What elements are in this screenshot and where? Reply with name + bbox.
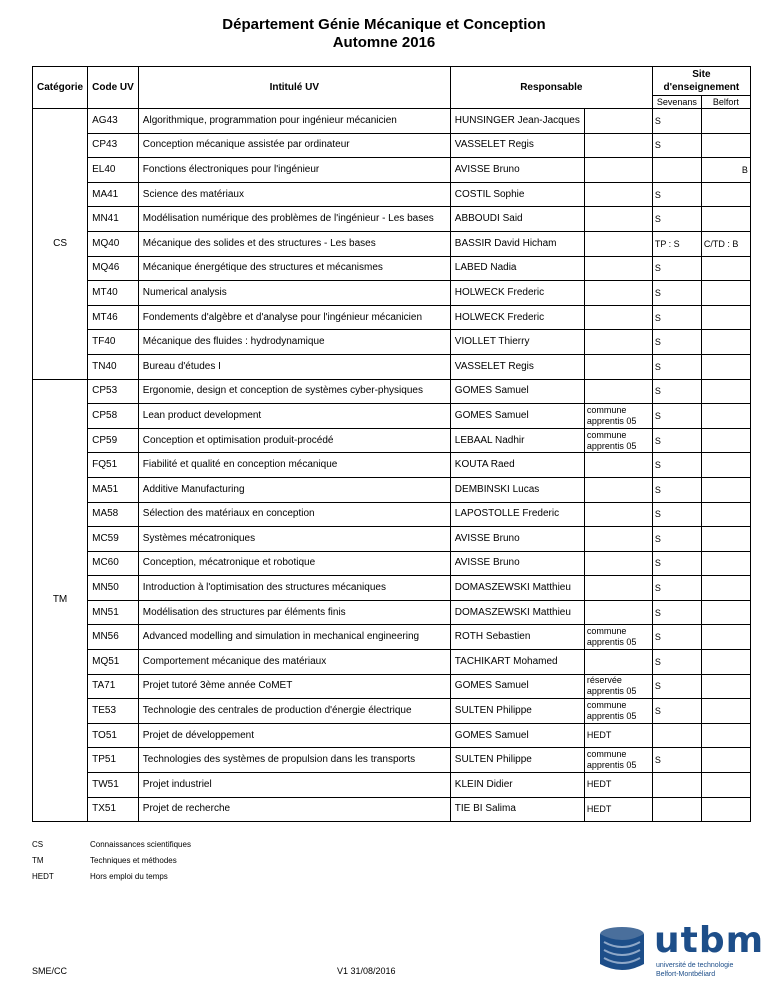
uv-note bbox=[584, 477, 652, 502]
uv-title: Projet tutoré 3ème année CoMET bbox=[138, 674, 450, 699]
uv-title: Advanced modelling and simulation in mechanical engineering bbox=[138, 625, 450, 650]
uv-note bbox=[584, 207, 652, 232]
site-belfort bbox=[701, 305, 750, 330]
uv-code: TW51 bbox=[88, 773, 139, 798]
uv-title: Conception mécanique assistée par ordinateur bbox=[138, 133, 450, 158]
site-sevenans: S bbox=[652, 748, 701, 773]
uv-title: Numerical analysis bbox=[138, 281, 450, 306]
uv-title: Projet de développement bbox=[138, 723, 450, 748]
uv-code: MA58 bbox=[88, 502, 139, 527]
footer-version: V1 31/08/2016 bbox=[337, 966, 396, 976]
uv-note: commune apprentis 05 bbox=[584, 699, 652, 724]
site-sevenans: S bbox=[652, 502, 701, 527]
uv-code: FQ51 bbox=[88, 453, 139, 478]
site-belfort bbox=[701, 773, 750, 798]
page-subtitle: Automne 2016 bbox=[332, 34, 436, 51]
footer-left: SME/CC bbox=[32, 966, 68, 976]
site-sevenans: S bbox=[652, 527, 701, 552]
uv-code: CP43 bbox=[88, 133, 139, 158]
uv-title: Ergonomie, design et conception de systèmes cyber-physiques bbox=[138, 379, 450, 404]
site-belfort bbox=[701, 330, 750, 355]
site-sevenans: S bbox=[652, 133, 701, 158]
uv-note bbox=[584, 354, 652, 379]
uv-title: Systèmes mécatroniques bbox=[138, 527, 450, 552]
legend-item bbox=[32, 840, 191, 849]
uv-code: TO51 bbox=[88, 723, 139, 748]
uv-code: MC60 bbox=[88, 551, 139, 576]
site-belfort bbox=[701, 379, 750, 404]
site-sevenans: S bbox=[652, 379, 701, 404]
logo-subtitle-2: Belfort-Montbéliard bbox=[656, 971, 716, 978]
legend-abbr: HEDT bbox=[32, 872, 54, 881]
site-belfort bbox=[701, 723, 750, 748]
uv-responsable: COSTIL Sophie bbox=[450, 182, 584, 207]
uv-note bbox=[584, 305, 652, 330]
uv-responsable: LEBAAL Nadhir bbox=[450, 428, 584, 453]
uv-note bbox=[584, 600, 652, 625]
table-row bbox=[33, 650, 751, 675]
site-belfort bbox=[701, 748, 750, 773]
site-belfort bbox=[701, 527, 750, 552]
uv-title: Technologie des centrales de production d'énergie électrique bbox=[138, 699, 450, 724]
uv-code: MT46 bbox=[88, 305, 139, 330]
uv-title: Mécanique des fluides : hydrodynamique bbox=[138, 330, 450, 355]
uv-responsable: GOMES Samuel bbox=[450, 723, 584, 748]
legend-item bbox=[32, 872, 168, 881]
uv-note bbox=[584, 133, 652, 158]
uv-responsable: VASSELET Regis bbox=[450, 354, 584, 379]
table-row bbox=[33, 527, 751, 552]
site-belfort bbox=[701, 182, 750, 207]
uv-table bbox=[32, 66, 751, 822]
legend-item bbox=[32, 856, 177, 865]
site-sevenans: S bbox=[652, 428, 701, 453]
table-row bbox=[33, 576, 751, 601]
uv-responsable: VIOLLET Thierry bbox=[450, 330, 584, 355]
table-row bbox=[33, 109, 751, 134]
page-title: Département Génie Mécanique et Conception bbox=[222, 16, 546, 33]
uv-note: HEDT bbox=[584, 723, 652, 748]
uv-note bbox=[584, 182, 652, 207]
uv-note bbox=[584, 256, 652, 281]
uv-title: Introduction à l'optimisation des structures mécaniques bbox=[138, 576, 450, 601]
uv-title: Projet industriel bbox=[138, 773, 450, 798]
uv-note bbox=[584, 453, 652, 478]
site-sevenans: S bbox=[652, 650, 701, 675]
uv-responsable: SULTEN Philippe bbox=[450, 699, 584, 724]
site-sevenans: S bbox=[652, 477, 701, 502]
uv-note: commune apprentis 05 bbox=[584, 428, 652, 453]
uv-code: MN50 bbox=[88, 576, 139, 601]
legend-abbr: TM bbox=[32, 856, 44, 865]
header-site-line1: Site bbox=[692, 69, 711, 80]
site-belfort bbox=[701, 428, 750, 453]
header-site-line2: d'enseignement bbox=[663, 82, 740, 93]
legend-text: Techniques et méthodes bbox=[90, 856, 177, 865]
uv-title: Science des matériaux bbox=[138, 182, 450, 207]
site-sevenans bbox=[652, 723, 701, 748]
uv-code: MQ40 bbox=[88, 231, 139, 256]
uv-code: TA71 bbox=[88, 674, 139, 699]
table-row bbox=[33, 182, 751, 207]
uv-responsable: ROTH Sebastien bbox=[450, 625, 584, 650]
uv-title: Fonctions électroniques pour l'ingénieur bbox=[138, 158, 450, 183]
uv-responsable: HOLWECK Frederic bbox=[450, 281, 584, 306]
site-sevenans bbox=[652, 797, 701, 822]
uv-code: TE53 bbox=[88, 699, 139, 724]
uv-code: CP59 bbox=[88, 428, 139, 453]
uv-title: Fiabilité et qualité en conception mécanique bbox=[138, 453, 450, 478]
legend-text: Connaissances scientifiques bbox=[90, 840, 191, 849]
uv-code: MN56 bbox=[88, 625, 139, 650]
table-row bbox=[33, 330, 751, 355]
utbm-logo bbox=[594, 920, 765, 980]
uv-title: Modélisation numérique des problèmes de l'ingénieur - Les bases bbox=[138, 207, 450, 232]
uv-code: TN40 bbox=[88, 354, 139, 379]
uv-code: AG43 bbox=[88, 109, 139, 134]
uv-responsable: TACHIKART Mohamed bbox=[450, 650, 584, 675]
uv-responsable: BASSIR David Hicham bbox=[450, 231, 584, 256]
table-row bbox=[33, 502, 751, 527]
category-cell: TM bbox=[33, 379, 88, 822]
table-row bbox=[33, 699, 751, 724]
uv-responsable: DOMASZEWSKI Matthieu bbox=[450, 576, 584, 601]
header-intitule: Intitulé UV bbox=[138, 67, 450, 109]
site-sevenans: S bbox=[652, 281, 701, 306]
site-belfort bbox=[701, 650, 750, 675]
uv-code: MQ51 bbox=[88, 650, 139, 675]
uv-title: Projet de recherche bbox=[138, 797, 450, 822]
uv-responsable: AVISSE Bruno bbox=[450, 158, 584, 183]
uv-note bbox=[584, 650, 652, 675]
site-belfort bbox=[701, 404, 750, 429]
site-sevenans: S bbox=[652, 453, 701, 478]
uv-note bbox=[584, 576, 652, 601]
uv-note bbox=[584, 502, 652, 527]
site-sevenans: S bbox=[652, 404, 701, 429]
uv-title: Technologies des systèmes de propulsion dans les transports bbox=[138, 748, 450, 773]
site-belfort bbox=[701, 109, 750, 134]
header-sevenans: Sevenans bbox=[652, 96, 701, 109]
table-row bbox=[33, 281, 751, 306]
table-row bbox=[33, 158, 751, 183]
table-row bbox=[33, 231, 751, 256]
site-belfort bbox=[701, 453, 750, 478]
uv-title: Sélection des matériaux en conception bbox=[138, 502, 450, 527]
uv-title: Fondements d'algèbre et d'analyse pour l'ingénieur mécanicien bbox=[138, 305, 450, 330]
site-belfort bbox=[701, 281, 750, 306]
uv-code: CP58 bbox=[88, 404, 139, 429]
uv-title: Comportement mécanique des matériaux bbox=[138, 650, 450, 675]
header-responsable: Responsable bbox=[450, 67, 652, 109]
site-sevenans: S bbox=[652, 600, 701, 625]
site-belfort bbox=[701, 502, 750, 527]
uv-note: HEDT bbox=[584, 773, 652, 798]
uv-title: Conception, mécatronique et robotique bbox=[138, 551, 450, 576]
site-belfort: C/TD : B bbox=[701, 231, 750, 256]
table-row bbox=[33, 797, 751, 822]
site-sevenans: S bbox=[652, 576, 701, 601]
site-sevenans: S bbox=[652, 699, 701, 724]
uv-responsable: KLEIN Didier bbox=[450, 773, 584, 798]
table-row bbox=[33, 625, 751, 650]
site-sevenans: S bbox=[652, 182, 701, 207]
site-belfort bbox=[701, 477, 750, 502]
uv-responsable: GOMES Samuel bbox=[450, 404, 584, 429]
uv-note: commune apprentis 05 bbox=[584, 748, 652, 773]
uv-code: MN41 bbox=[88, 207, 139, 232]
uv-responsable: GOMES Samuel bbox=[450, 674, 584, 699]
uv-responsable: LABED Nadia bbox=[450, 256, 584, 281]
uv-note bbox=[584, 551, 652, 576]
site-belfort: B bbox=[701, 158, 750, 183]
header-categorie: Catégorie bbox=[33, 67, 88, 109]
table-row bbox=[33, 674, 751, 699]
legend-abbr: CS bbox=[32, 840, 44, 849]
table-row bbox=[33, 773, 751, 798]
uv-title: Mécanique des solides et des structures - Les bases bbox=[138, 231, 450, 256]
site-belfort bbox=[701, 576, 750, 601]
site-sevenans: S bbox=[652, 625, 701, 650]
uv-responsable: SULTEN Philippe bbox=[450, 748, 584, 773]
site-sevenans: S bbox=[652, 207, 701, 232]
table-row bbox=[33, 354, 751, 379]
site-belfort bbox=[701, 551, 750, 576]
site-belfort bbox=[701, 600, 750, 625]
uv-note bbox=[584, 527, 652, 552]
site-sevenans: S bbox=[652, 330, 701, 355]
uv-code: CP53 bbox=[88, 379, 139, 404]
site-sevenans: S bbox=[652, 109, 701, 134]
table-row bbox=[33, 207, 751, 232]
table-row bbox=[33, 404, 751, 429]
table-row bbox=[33, 256, 751, 281]
uv-responsable: TIE BI Salima bbox=[450, 797, 584, 822]
table-row bbox=[33, 379, 751, 404]
site-sevenans: S bbox=[652, 674, 701, 699]
site-sevenans: S bbox=[652, 354, 701, 379]
site-belfort bbox=[701, 797, 750, 822]
legend-text: Hors emploi du temps bbox=[90, 872, 168, 881]
logo-wordmark: utbm bbox=[654, 920, 765, 961]
uv-code: MC59 bbox=[88, 527, 139, 552]
table-row bbox=[33, 305, 751, 330]
uv-code: MQ46 bbox=[88, 256, 139, 281]
uv-title: Lean product development bbox=[138, 404, 450, 429]
uv-code: EL40 bbox=[88, 158, 139, 183]
uv-responsable: AVISSE Bruno bbox=[450, 551, 584, 576]
table-row bbox=[33, 551, 751, 576]
uv-code: TF40 bbox=[88, 330, 139, 355]
uv-note bbox=[584, 379, 652, 404]
site-belfort bbox=[701, 256, 750, 281]
uv-note: commune apprentis 05 bbox=[584, 404, 652, 429]
site-sevenans bbox=[652, 158, 701, 183]
uv-responsable: GOMES Samuel bbox=[450, 379, 584, 404]
table-row bbox=[33, 477, 751, 502]
table-row bbox=[33, 748, 751, 773]
site-belfort bbox=[701, 625, 750, 650]
header-code: Code UV bbox=[88, 67, 139, 109]
table-row bbox=[33, 723, 751, 748]
uv-code: MA41 bbox=[88, 182, 139, 207]
header-belfort: Belfort bbox=[701, 96, 750, 109]
uv-code: MA51 bbox=[88, 477, 139, 502]
uv-title: Conception et optimisation produit-procédé bbox=[138, 428, 450, 453]
site-belfort bbox=[701, 699, 750, 724]
table-row bbox=[33, 428, 751, 453]
table-row bbox=[33, 600, 751, 625]
site-belfort bbox=[701, 674, 750, 699]
uv-responsable: DEMBINSKI Lucas bbox=[450, 477, 584, 502]
uv-responsable: KOUTA Raed bbox=[450, 453, 584, 478]
site-belfort bbox=[701, 354, 750, 379]
uv-note bbox=[584, 330, 652, 355]
utbm-emblem-icon bbox=[594, 920, 654, 980]
uv-title: Mécanique énergétique des structures et mécanismes bbox=[138, 256, 450, 281]
site-sevenans bbox=[652, 773, 701, 798]
site-belfort bbox=[701, 207, 750, 232]
uv-note bbox=[584, 158, 652, 183]
header-site bbox=[652, 67, 750, 96]
uv-code: MT40 bbox=[88, 281, 139, 306]
uv-responsable: VASSELET Regis bbox=[450, 133, 584, 158]
site-sevenans: S bbox=[652, 551, 701, 576]
table-row bbox=[33, 133, 751, 158]
uv-code: MN51 bbox=[88, 600, 139, 625]
uv-responsable: ABBOUDI Said bbox=[450, 207, 584, 232]
site-belfort bbox=[701, 133, 750, 158]
site-sevenans: TP : S bbox=[652, 231, 701, 256]
uv-title: Modélisation des structures par éléments finis bbox=[138, 600, 450, 625]
uv-responsable: AVISSE Bruno bbox=[450, 527, 584, 552]
uv-note: réservée apprentis 05 bbox=[584, 674, 652, 699]
uv-title: Bureau d'études I bbox=[138, 354, 450, 379]
uv-responsable: DOMASZEWSKI Matthieu bbox=[450, 600, 584, 625]
site-sevenans: S bbox=[652, 305, 701, 330]
uv-code: TP51 bbox=[88, 748, 139, 773]
uv-note: commune apprentis 05 bbox=[584, 625, 652, 650]
uv-code: TX51 bbox=[88, 797, 139, 822]
uv-responsable: HUNSINGER Jean-Jacques bbox=[450, 109, 584, 134]
category-cell: CS bbox=[33, 109, 88, 380]
site-sevenans: S bbox=[652, 256, 701, 281]
uv-note: HEDT bbox=[584, 797, 652, 822]
uv-title: Additive Manufacturing bbox=[138, 477, 450, 502]
uv-note bbox=[584, 109, 652, 134]
uv-note bbox=[584, 231, 652, 256]
uv-responsable: HOLWECK Frederic bbox=[450, 305, 584, 330]
uv-note bbox=[584, 281, 652, 306]
logo-subtitle-1: université de technologie bbox=[656, 962, 734, 969]
uv-responsable: LAPOSTOLLE Frederic bbox=[450, 502, 584, 527]
table-row bbox=[33, 453, 751, 478]
uv-title: Algorithmique, programmation pour ingénieur mécanicien bbox=[138, 109, 450, 134]
